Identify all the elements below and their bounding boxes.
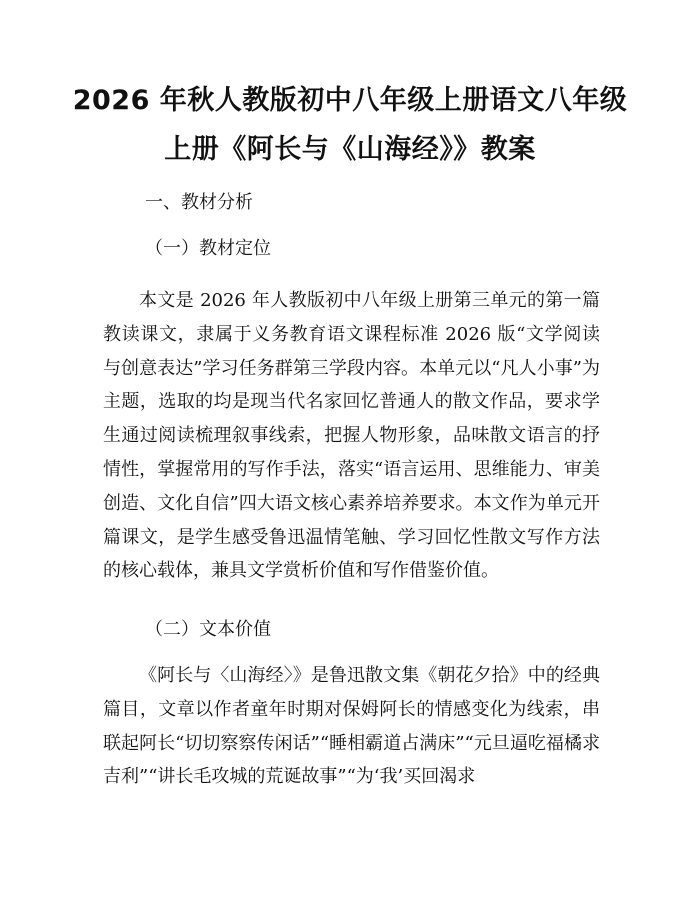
subsection-heading-positioning: （一）教材定位 [145,238,271,259]
paragraph-positioning: 本文是 2026 年人教版初中八年级上册第三单元的第一篇教读课文，隶属于义务教育语文课程标准 2026 版“文学阅读与创意表达”学习任务群第三学段内容。本单元以“凡人小事”为主题，选取的均是现当代名家回忆普通人的散文作品，要求学生通过阅读梳理叙事线索，把握人物形象，品味散文语言的抒情性，掌握常用的写作手法，落实“语言运用、思维能力、审美创造、文化自信”四大语文核心素养培养要求。本文作为单元开篇课文，是学生感受鲁迅温情笔触、学习回忆性散文写作方法的核心载体，兼具文学赏析价值和写作借鉴价值。 [103,290,600,582]
document-title-line-1: 2026 年秋人教版初中八年级上册语文八年级 [72,85,628,116]
subsection-heading-text-value: （二）文本价值 [145,619,271,640]
paragraph-text-value: 《阿长与〈山海经〉》是鲁迅散文集《朝花夕拾》中的经典篇目，文章以作者童年时期对保姆阿长的情感变化为线索，串联起阿长“切切察察传闲话”“睡相霸道占满床”“元旦逼吃福橘求吉利”“讲长毛攻城的荒诞故事”“为‘我’买回渴求 [103,665,600,788]
document-title-line-2: 上册《阿长与《山海经》》教案 [164,134,536,165]
section-heading-textbook-analysis: 一、教材分析 [145,192,253,213]
